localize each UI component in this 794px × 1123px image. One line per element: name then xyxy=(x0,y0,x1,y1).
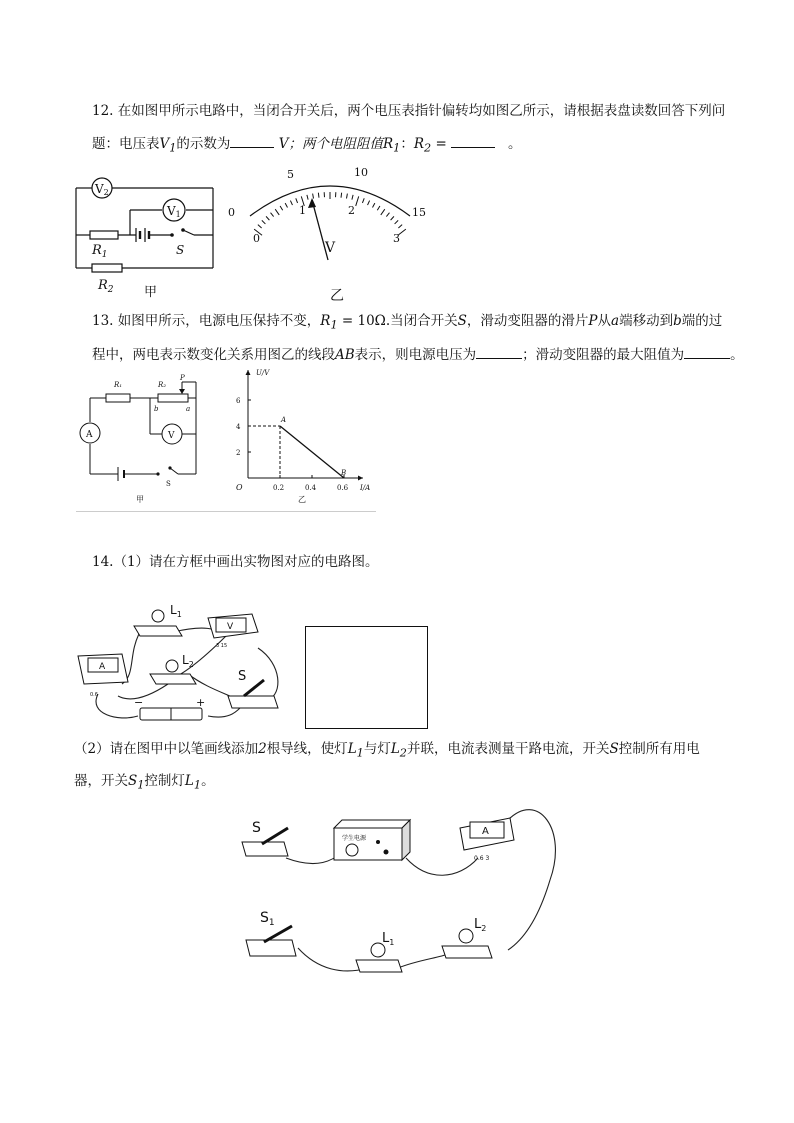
x-tick-label-1: 0.4 xyxy=(305,484,317,492)
q12-r1: R xyxy=(382,136,394,152)
dial-tick xyxy=(346,194,347,199)
dial-tick xyxy=(280,206,283,210)
q14-fig2-l2-label: $L_2$ xyxy=(474,917,487,933)
circuit-drawing-box[interactable] xyxy=(305,626,428,729)
q14-text: （2）请在图甲中以笔画线添加 xyxy=(74,741,259,757)
q14-s: S xyxy=(609,741,619,757)
dial-tick xyxy=(271,213,274,217)
q13-switch-label: S xyxy=(166,480,171,488)
terminal-icon xyxy=(376,840,380,844)
q12-yi-caption: 乙 xyxy=(330,288,344,304)
q13-b-label: b xyxy=(154,405,159,413)
switch-s1-base xyxy=(246,940,296,956)
point-label-a: A xyxy=(281,416,287,424)
outer-tick-10: 10 xyxy=(354,166,368,179)
q12-circuit-jia xyxy=(70,172,220,302)
q14-fig2-ammeter-scale: 0.6 3 xyxy=(474,855,490,862)
inner-tick-1: 1 xyxy=(299,204,306,217)
dial-tick xyxy=(381,209,385,215)
q14-part2-line2 xyxy=(74,771,215,796)
dial-tick xyxy=(356,196,359,206)
y-tick-label-2: 6 xyxy=(236,397,241,405)
dial-tick xyxy=(258,225,262,228)
x-axis-arrow-icon xyxy=(358,476,363,481)
q13-text: 端的过 xyxy=(681,313,723,329)
q14-l1: L xyxy=(347,741,357,757)
q12-v1-sub: 1 xyxy=(169,141,177,155)
q14-part1-text: 14.（1）请在方框中画出实物图对应的电路图。 xyxy=(92,554,379,570)
q14-two: 2 xyxy=(258,741,267,757)
q14-fig1-voltmeter-label: V xyxy=(227,622,234,632)
terminal-icon xyxy=(384,850,389,855)
q12-jia-v2-label: V2 xyxy=(95,182,109,197)
q12-text: V；两个电阻阻值 xyxy=(278,136,383,152)
q12-v1: V xyxy=(159,136,170,152)
dial-tick xyxy=(275,209,279,215)
slider-arrow-icon xyxy=(179,389,185,394)
switch-s-base xyxy=(242,842,288,856)
q13-r1-label: R₁ xyxy=(114,381,123,389)
x-tick-label-2: 0.6 xyxy=(337,484,349,492)
lamp-base-l1 xyxy=(134,626,182,636)
lamp-base-l2 xyxy=(442,946,492,958)
q13-p: P xyxy=(588,313,598,329)
outer-tick-5: 5 xyxy=(287,168,294,181)
x-tick-label-0: 0.2 xyxy=(273,484,285,492)
q13-answer-blank-1[interactable] xyxy=(476,344,522,359)
q13-text: 从 xyxy=(597,313,612,329)
q12-text: ： xyxy=(400,136,414,152)
q14-text: 。 xyxy=(201,773,215,789)
dial-tick xyxy=(285,203,287,207)
q12-answer-blank-1[interactable] xyxy=(230,133,274,148)
q13-jia-caption: 甲 xyxy=(136,495,144,504)
switch-base xyxy=(228,696,278,708)
resistor-r1 xyxy=(106,394,130,402)
y-axis-arrow-icon xyxy=(246,370,251,375)
bulb-l2-icon xyxy=(166,660,178,672)
dial-tick xyxy=(368,201,370,206)
q13-text: ，滑动变阻器的滑片 xyxy=(466,313,589,329)
dial-tick xyxy=(318,193,319,198)
q12-r1-sub: 1 xyxy=(393,141,401,155)
battery-icon xyxy=(136,228,149,242)
q14-apparatus-1 xyxy=(78,604,300,724)
q14-text: 与灯 xyxy=(363,741,391,757)
q14-fig1-l2-label: $L_2$ xyxy=(182,653,194,669)
outer-tick-15: 15 xyxy=(412,206,426,219)
q13-ammeter-label: A xyxy=(86,430,93,440)
q13-b: b xyxy=(673,313,682,329)
dial-tick xyxy=(290,201,292,206)
q14-fig1-voltmeter-scale: 3 15 xyxy=(216,643,228,649)
power-supply-box xyxy=(334,828,402,860)
q13-r1-sub: 1 xyxy=(330,318,338,332)
q13-yi-caption: 乙 xyxy=(298,495,306,504)
q13-text: 当闭合开关 xyxy=(390,313,458,329)
q14-fig1-l1-label: $L_1$ xyxy=(170,603,182,619)
y-tick-label-0: 2 xyxy=(236,449,241,457)
dial-tick xyxy=(307,195,308,200)
q12-jia-r1-label: $R_1$ xyxy=(92,243,108,260)
dial-tick xyxy=(262,220,266,224)
q12-meter-yi xyxy=(228,160,433,305)
dial-tick xyxy=(386,213,389,217)
q14-part1 xyxy=(92,552,379,572)
q12-number: 12. xyxy=(92,103,114,119)
q13-graph-yi xyxy=(228,366,378,506)
q14-text: 器，开关 xyxy=(74,773,128,789)
dial-tick xyxy=(372,203,374,207)
power-knob-icon[interactable] xyxy=(346,844,358,856)
q12-jia-switch-label: S xyxy=(176,243,185,257)
switch-contact xyxy=(181,228,185,232)
dial-tick xyxy=(398,225,402,228)
q14-fig1-plus: + xyxy=(196,696,206,709)
y-axis-label: U/V xyxy=(256,369,270,377)
q13-circuit-jia xyxy=(76,372,216,507)
lamp-base-l1 xyxy=(356,960,402,972)
q12-r2-sub: 2 xyxy=(423,141,432,155)
q14-l1-sub: 1 xyxy=(193,778,202,792)
q14-fig2-power-label: 学生电源 xyxy=(342,835,367,842)
q13-text: 程中，两电表示数变化关系用图乙的线段 xyxy=(92,347,335,363)
q14-l2-sub: 2 xyxy=(399,746,407,760)
switch-lever[interactable] xyxy=(244,680,264,696)
q13-text: 13. 如图甲所示，电源电压保持不变， xyxy=(92,313,321,329)
q13-text: 表示，则电源电压为 xyxy=(354,347,477,363)
dial-tick xyxy=(377,206,380,210)
q13-s: S xyxy=(457,313,467,329)
q12-jia-r2-label: $R_2$ xyxy=(98,278,114,295)
q12-text: = xyxy=(435,136,447,152)
bulb-l1-icon xyxy=(152,610,164,622)
q14-fig1-s-label: S xyxy=(238,669,247,684)
q14-fig2-l1-label: $L_1$ xyxy=(382,931,395,947)
q13-answer-blank-2[interactable] xyxy=(684,344,730,359)
q12-line1-text: 在如图甲所示电路中，当闭合开关后，两个电压表指针偏转均如图乙所示，请根据表盘读数回答下列问 xyxy=(117,103,726,119)
q12-answer-blank-2[interactable] xyxy=(451,133,495,148)
q12-text: 。 xyxy=(507,136,522,152)
rheostat-r2 xyxy=(158,394,188,402)
dial-tick xyxy=(266,216,269,220)
y-tick-label-1: 4 xyxy=(236,423,241,431)
q12-jia-v1-label: V1 xyxy=(167,204,181,219)
q12-r2: R xyxy=(413,136,424,152)
lamp-base-l2 xyxy=(150,674,196,684)
q13-a: a xyxy=(611,313,620,329)
q13-p-label: P xyxy=(180,374,185,382)
dial-tick xyxy=(395,220,399,224)
inner-tick-0: 0 xyxy=(253,232,260,245)
dial-tick xyxy=(362,198,364,203)
q14-l1-sub: 1 xyxy=(356,746,364,760)
needle-arrow-icon xyxy=(308,198,316,208)
q12-line2 xyxy=(92,133,521,159)
origin-label: O xyxy=(236,483,243,492)
dial-tick xyxy=(391,216,394,220)
dial-tick xyxy=(313,194,314,199)
q14-fig2-s-label: S xyxy=(252,820,261,836)
switch-contact xyxy=(168,466,171,469)
q14-l2: L xyxy=(390,741,400,757)
q14-text: 控制灯 xyxy=(144,773,185,789)
q13-figure-divider xyxy=(76,511,376,512)
q12-text: 的示数为 xyxy=(176,136,231,152)
bulb-l2-icon xyxy=(459,929,473,943)
q12-text: 题：电压表 xyxy=(92,136,160,152)
q12-line1 xyxy=(92,101,725,121)
q14-fig1-ammeter-label: A xyxy=(99,662,106,672)
q12-jia-caption: 甲 xyxy=(144,285,158,300)
q14-apparatus-2 xyxy=(238,800,573,990)
q13-text: 。 xyxy=(730,347,744,363)
q14-text: 根导线，使灯 xyxy=(266,741,348,757)
switch-contact xyxy=(170,233,174,237)
switch-contact xyxy=(156,472,159,475)
outer-tick-0: 0 xyxy=(228,206,235,219)
point-label-b: B xyxy=(341,469,347,477)
q14-text: 并联，电流表测量干路电流，开关 xyxy=(406,741,610,757)
q14-s1: S xyxy=(128,773,138,789)
dial-tick xyxy=(341,193,342,198)
q14-s1-sub: 1 xyxy=(137,778,145,792)
battery-icon xyxy=(118,467,124,481)
q14-fig2-s1-label: $S_1$ xyxy=(260,910,275,928)
inner-tick-3: 3 xyxy=(393,232,400,245)
q13-r2-label: R₂ xyxy=(158,381,167,389)
resistor-r1 xyxy=(90,231,118,239)
meter-arc xyxy=(250,186,410,216)
q13-a-label: a xyxy=(186,405,191,413)
q13-text: ；滑动变阻器的最大阻值为 xyxy=(522,347,685,363)
q13-r1-value: = 10Ω. xyxy=(337,313,391,329)
x-axis-label: I/A xyxy=(360,484,371,492)
inner-tick-2: 2 xyxy=(348,204,355,217)
power-supply-top xyxy=(334,820,410,828)
q13-text: 端移动到 xyxy=(619,313,674,329)
dial-tick xyxy=(296,198,298,203)
resistor-r2 xyxy=(92,264,122,272)
q13-line2 xyxy=(92,344,744,365)
q13-r1: R xyxy=(320,313,331,329)
dial-tick xyxy=(352,195,353,200)
q13-ab: AB xyxy=(335,347,355,363)
q14-l1: L xyxy=(184,773,194,789)
wires xyxy=(286,810,555,971)
q13-line1 xyxy=(92,311,722,336)
q14-part2-line1 xyxy=(74,739,700,764)
segment-ab xyxy=(280,426,347,478)
meter-unit-v: V xyxy=(325,240,336,256)
q14-fig1-minus: − xyxy=(134,696,144,709)
q14-fig2-ammeter-label: A xyxy=(482,826,489,837)
q13-voltmeter-label: V xyxy=(168,431,175,441)
q14-fig1-ammeter-scale: 0.6 xyxy=(90,692,98,698)
meter-scale-ticks xyxy=(254,192,406,235)
q14-text: 控制所有用电 xyxy=(618,741,700,757)
